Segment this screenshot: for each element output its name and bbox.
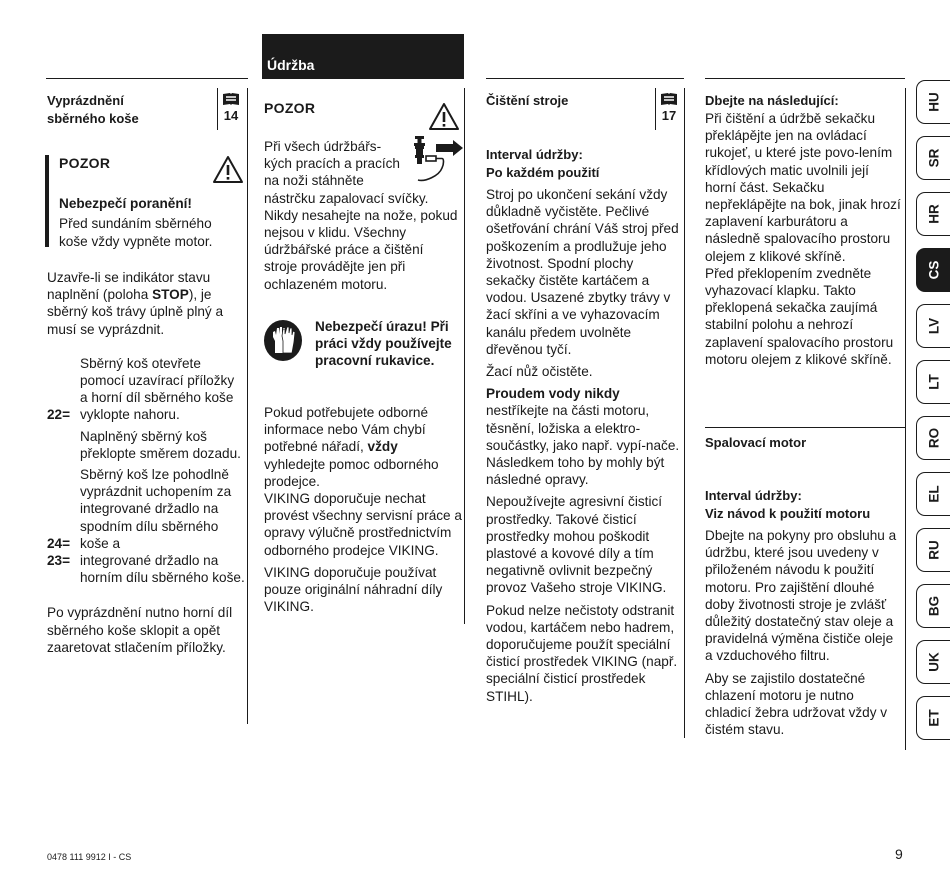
warning-subtitle: Nebezpečí poranění! xyxy=(59,196,192,212)
tab-lv[interactable]: LV xyxy=(916,304,950,348)
warning-title: POZOR xyxy=(59,155,111,171)
glove-warning: Nebezpečí úrazu! Při práci vždy používejte pracovní rukavice. xyxy=(315,319,452,369)
column-2-paragraphs xyxy=(264,404,462,620)
paragraph: Při čištění a údržbě sekačku překlápějte jen na ovládací rukojeť, u které jste povo-lením křídlových matic uvolnili její horní část. Sekačku nepřeklápějte na bok, jinak hrozí zaplavení karburátoru a následně spalovacího prostoru olejem z klikové skříně. xyxy=(705,111,901,264)
list-item: 23= integrované držadlo na horním dílu sběrného koše. xyxy=(47,553,245,586)
warning-text: Před sundáním sběrného koše vždy vypněte motor. xyxy=(59,216,213,249)
paragraph: nástrčku zapalovací svíčky. Nikdy nesahejte na nože, pokud nejsou v klidu. Všechny údržbářské práce a čištění stroje provádějte jen při ochlazeném motoru. xyxy=(264,190,458,292)
list-item: 24= Sběrný koš lze pohodlně vyprázdnit uchopením za integrované držadlo na spodním dílu sběrného koše a xyxy=(47,467,232,551)
rule xyxy=(46,78,248,79)
paragraph: VIKING doporučuje používat pouze originální náhradní díly VIKING. xyxy=(264,564,443,615)
tab-el[interactable]: EL xyxy=(916,472,950,516)
section-heading: Spalovací motor xyxy=(705,435,807,450)
section-heading: Dbejte na následující: xyxy=(705,93,839,108)
column-divider xyxy=(247,88,248,724)
column-divider xyxy=(905,88,906,750)
spark-plug-icon xyxy=(409,134,467,188)
paragraph: Stroj po ukončení sekání vždy důkladně vyčistěte. Pečlivé ošetřování chrání Váš stroj před poškozením a prodlužuje jeho životnost. Spodní plochy sekačky čistěte kartáčem a vodou. Usazené zbytky trávy v žací skříni a ve vyhazovacím kanálu předem uvolněte dřevěnou tyčí. xyxy=(486,187,679,357)
column-4 xyxy=(705,92,901,373)
paragraph: Uzavře-li se indikátor stavu naplnění (poloha STOP), je sběrný koš trávy úplně plný a musí se vyprázdnit. xyxy=(47,270,224,337)
column-3-body: Interval údržby: Po každém použití Stroj po ukončení sekání vždy důkladně vyčistěte. Pečlivé ošetřování chrání Váš stroj před poškozením a prodlužuje jeho životnost. Spodní plochy sekačky čistěte kartáčem a vodou. Usazené zbytky trávy v žací skříni a ve vyhazovacím kanálu předem uvolněte dřevěnou tyčí. Žací nůž očistěte. Proudem vody nikdy nestříkejte na části motoru, těsnění, ložiska a elektro-součástky, jako např. vypí-nače. Následkem toho by mohly být následné opravy. Nepoužívejte agresivní čisticí prostředky. Takové čisticí prostředky mohou poškodit plastové a kovové díly a tím negativně ovlivnit bezpečný provoz Vašeho stroje VIKING. Pokud nelze nečistoty odstranit vodou, kartáčem nebo hadrem, doporučujeme použít speciální čisticí prostředek VIKING (např. speciální čisticí prostředek STIHL). xyxy=(486,147,680,704)
tab-uk[interactable]: UK xyxy=(916,640,950,684)
paragraph: Aby se zajistilo dostatečné chlazení motoru je nutno chladicí žebra udržovat vždy v čistém stavu. xyxy=(705,670,888,738)
tab-ru[interactable]: RU xyxy=(916,528,950,572)
rule xyxy=(705,78,905,79)
warning-title: POZOR xyxy=(264,100,316,116)
paragraph: VIKING doporučuje nechat provést všechny servisní práce a opravy výlučně prostřednictvím odborného prodejce VIKING. xyxy=(264,491,462,558)
section-header xyxy=(262,34,464,78)
tab-sr[interactable]: SR xyxy=(916,136,950,180)
tab-bg[interactable]: BG xyxy=(916,584,950,628)
warning-triangle-icon xyxy=(428,102,460,131)
list-item: Naplněný sběrný koš překlopte směrem dozadu. xyxy=(80,428,241,461)
column-1-body xyxy=(47,269,245,661)
column-3-heading xyxy=(486,92,656,110)
tab-ro[interactable]: RO xyxy=(916,416,950,460)
reference-page: 17 xyxy=(661,108,677,123)
book-icon xyxy=(659,91,679,107)
language-tabs xyxy=(916,80,950,752)
gloves-icon xyxy=(264,320,302,361)
paragraph: Dbejte na pokyny pro obsluhu a údržbu, které jsou uvedeny v přiloženém návodu k použití motoru. Pro zajištění dlouhé doby životnosti stroje je zvlášť důležitý dostatečný stav oleje a pravidelná výměna čističe oleje a vzduchového filtru. xyxy=(705,528,897,664)
paragraph: Po vyprázdnění nutno horní díl sběrného koše sklopit a opět zaaretovat stlačením příložky. xyxy=(47,605,233,655)
section-heading: Čištění stroje xyxy=(486,93,569,108)
book-icon xyxy=(221,91,241,107)
column-1 xyxy=(47,92,243,128)
manual-reference xyxy=(655,88,682,130)
reference-page: 14 xyxy=(223,108,239,123)
list-item: 22= Sběrný koš otevřete pomocí uzavírací příložky a horní díl sběrného koše vyklopte nahoru. xyxy=(47,355,235,423)
paragraph: Nepoužívejte agresivní čisticí prostředky. Takové čisticí prostředky mohou poškodit plastové a kovové díly a tím negativně ovlivnit bezpečný provoz Vašeho stroje VIKING. xyxy=(486,494,667,596)
tab-hr[interactable]: HR xyxy=(916,192,950,236)
section-title: Údržba xyxy=(267,56,315,73)
paragraph: Pokud potřebujete odborné informace nebo Vám chybí potřebné nářadí, vždy vyhledejte pomoc odborného prodejce. xyxy=(264,405,439,489)
warning-triangle-icon xyxy=(212,155,244,184)
tab-hu[interactable]: HU xyxy=(916,80,950,124)
rule xyxy=(705,427,905,428)
column-4-engine: Spalovací motor Interval údržby: Viz návod k použití motoru Dbejte na pokyny pro obsluhu a údržbu, které jsou uvedeny v přiloženém návodu k použití motoru. Pro zajištění dlouhé doby životnosti stroje je zvlášť důležitý dostatečný stav oleje a pravidelná výměna čističe oleje a vzduchového filtru. Aby se zajistilo dostatečné chlazení motoru je nutno chladicí žebra udržovat vždy v čistém stavu. xyxy=(705,434,901,743)
paragraph: Pokud nelze nečistoty odstranit vodou, kartáčem nebo hadrem, doporučujeme použít speciální čisticí prostředek VIKING (např. speciální čisticí prostředek STIHL). xyxy=(486,602,678,704)
rule xyxy=(262,78,464,79)
rule xyxy=(486,78,684,79)
tab-cs[interactable]: CS xyxy=(916,248,950,292)
document-code: 0478 111 9912 I - CS xyxy=(47,852,132,862)
tab-lt[interactable]: LT xyxy=(916,360,950,404)
tab-et[interactable]: ET xyxy=(916,696,950,740)
paragraph: Žací nůž očistěte. xyxy=(486,364,593,380)
column-divider xyxy=(684,88,685,738)
column-2-body: Při všech údržbářs- kých pracích a pracích na noži stáhněte nástrčku zapalovací svíčky. Nikdy nesahejte na nože, pokud nejsou v klidu. Všechny údržbářské práce a čištění stroje provádějte jen při ochlazeném motoru. xyxy=(264,138,460,298)
page-number: 9 xyxy=(895,846,903,862)
section-heading: Vyprázdnění sběrného koše xyxy=(47,93,139,126)
manual-reference xyxy=(217,88,244,130)
warning-bar xyxy=(45,155,49,247)
paragraph: Před překlopením zvedněte vyhazovací klapku. Takto překlopená sekačka zaujímá stabilní polohu a nehrozí zaplavení spalovacího prostoru motoru olejem z klikové skříně. xyxy=(705,265,894,367)
paragraph: nestříkejte na části motoru, těsnění, ložiska a elektro-součástky, jako např. vypí-nače. Následkem toho by mohly být následné opravy. xyxy=(486,403,680,488)
